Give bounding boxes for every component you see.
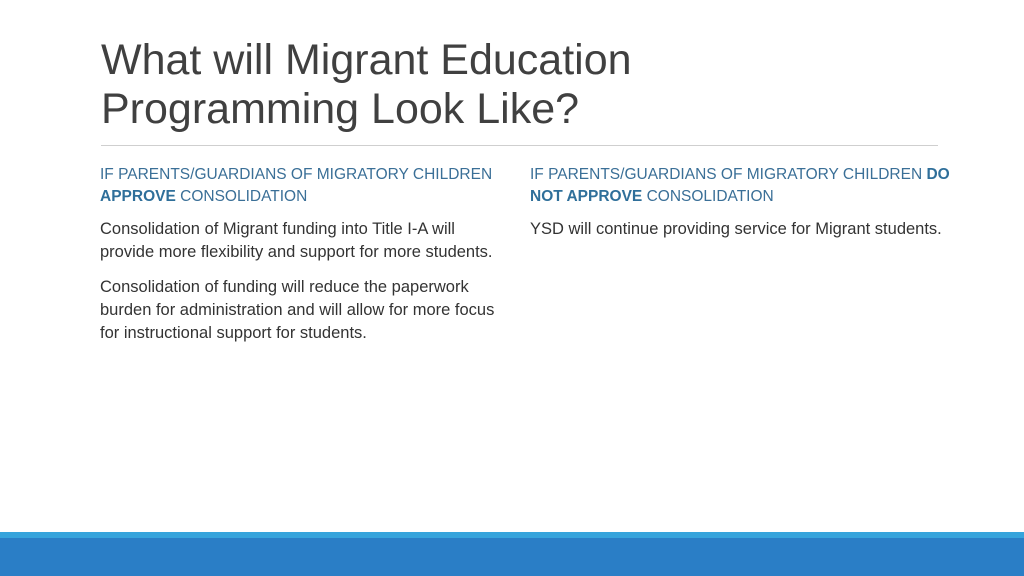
left-column-heading: [100, 164, 510, 208]
right-paragraph-1: YSD will continue providing service for Migrant students.: [530, 220, 942, 238]
title-line-2: Programming Look Like?: [101, 85, 580, 133]
title-line-1: What will Migrant Education: [101, 36, 632, 84]
right-column: [530, 164, 950, 253]
right-heading-emphasis: DO NOT APPROVE: [530, 166, 950, 205]
left-column: [100, 164, 510, 357]
left-heading-suffix: CONSOLIDATION: [180, 188, 308, 205]
title-divider: [101, 145, 938, 146]
right-heading-prefix: IF PARENTS/GUARDIANS OF MIGRATORY CHILDREN: [530, 166, 923, 183]
left-heading-emphasis: APPROVE: [100, 188, 176, 205]
left-heading-prefix: IF PARENTS/GUARDIANS OF MIGRATORY CHILDREN: [100, 166, 493, 183]
left-paragraph-1: Consolidation of Migrant funding into Title I-A will provide more flexibility and support for more students.: [100, 220, 493, 261]
left-paragraph-2: Consolidation of funding will reduce the paperwork burden for administration and will allow for more focus for instructional support for students.: [100, 278, 495, 342]
right-column-heading: [530, 164, 950, 208]
footer-bar: [0, 538, 1024, 576]
right-heading-suffix: CONSOLIDATION: [646, 188, 774, 205]
slide-title: [101, 36, 921, 134]
